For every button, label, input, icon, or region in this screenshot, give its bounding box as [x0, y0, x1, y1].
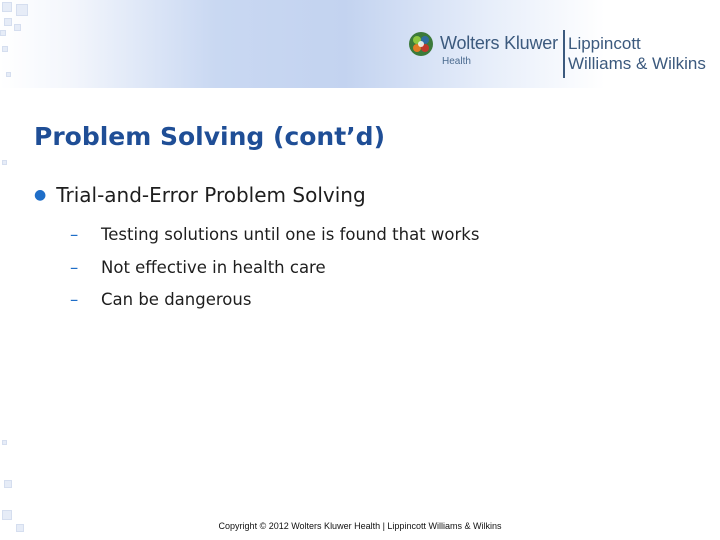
- decorative-squares: [0, 0, 40, 540]
- division-name: Health: [442, 56, 471, 67]
- imprint-line-2: Williams & Wilkins: [568, 54, 706, 73]
- sub-bullet-item: [70, 225, 479, 244]
- imprint-line-1: Lippincott: [568, 34, 641, 53]
- bullet-text: Trial-and-Error Problem Solving: [56, 183, 366, 207]
- bullet-dot-icon: ●: [34, 187, 47, 203]
- copyright-text: Copyright © 2012 Wolters Kluwer Health | Lippincott Williams & Wilkins: [218, 521, 502, 531]
- sub-bullet-text: Not effective in health care: [101, 258, 326, 277]
- sub-bullet-item: [70, 258, 326, 277]
- logo-divider: [563, 30, 565, 78]
- bullet-item: [34, 183, 366, 207]
- slide-title: Problem Solving (cont’d): [34, 122, 386, 151]
- dash-icon: –: [70, 225, 79, 244]
- sub-bullet-text: Can be dangerous: [101, 290, 252, 309]
- publisher-logo: [408, 28, 718, 80]
- copyright-footer: [0, 521, 720, 531]
- dash-icon: –: [70, 290, 79, 309]
- dash-icon: –: [70, 258, 79, 277]
- wolters-kluwer-globe-icon: [408, 31, 434, 57]
- sub-bullet-item: [70, 290, 251, 309]
- sub-bullet-text: Testing solutions until one is found that works: [101, 225, 480, 244]
- company-name: Wolters Kluwer: [440, 33, 558, 53]
- imprint-name: [568, 34, 706, 74]
